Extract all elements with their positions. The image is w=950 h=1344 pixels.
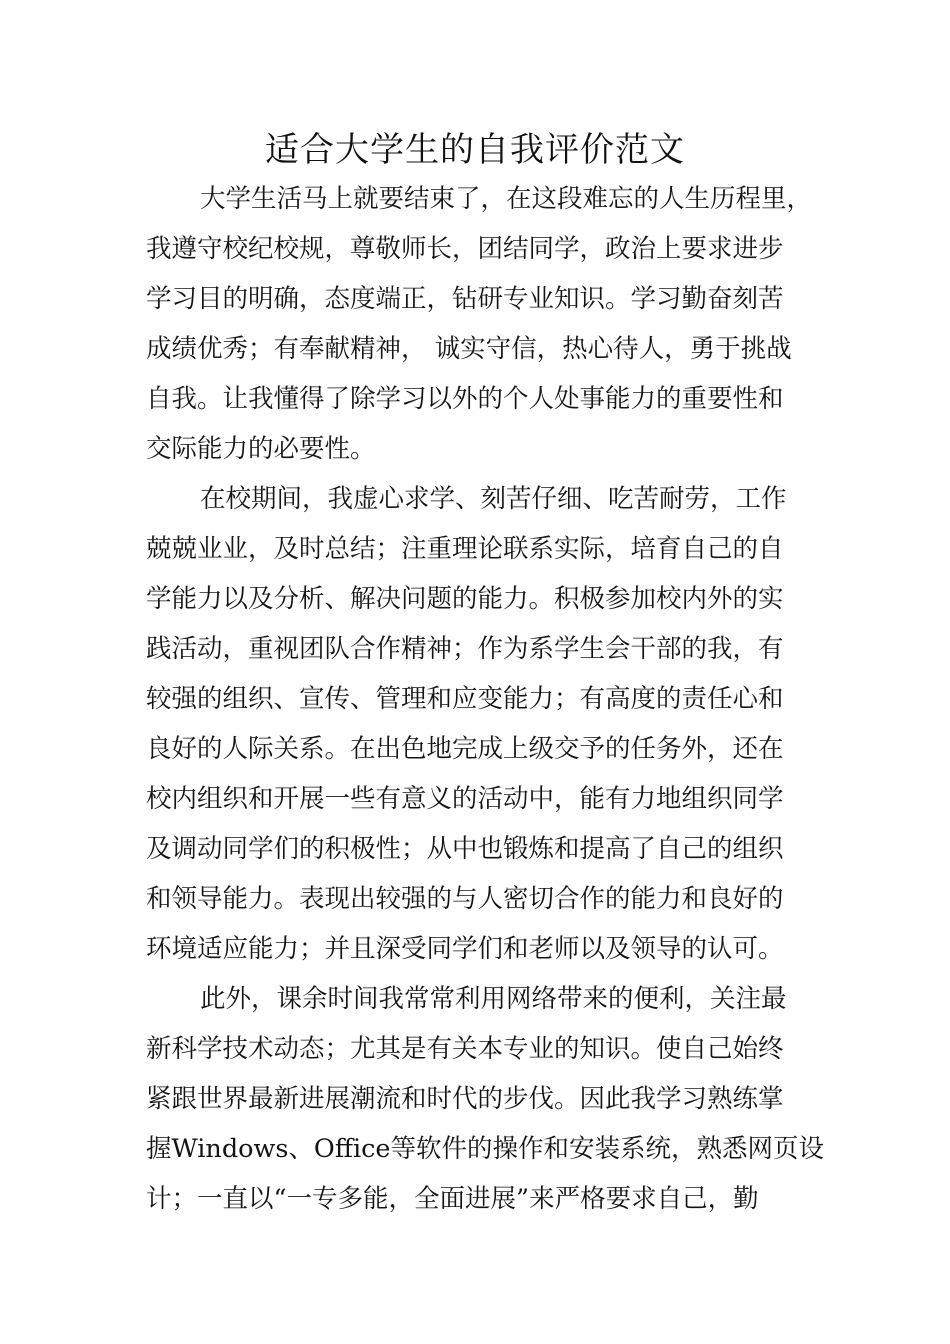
text-line: 此外，课余时间我常常利用网络带来的便利，关注最 (200, 984, 787, 1014)
text-line: 在校期间，我虚心求学、刻苦仔细、吃苦耐劳，工作 (200, 484, 787, 514)
text-line: 和领导能力。表现出较强的与人密切合作的能力和良好的 (146, 884, 784, 914)
text-line: 校内组织和开展一些有意义的活动中，能有力地组织同学 (146, 784, 784, 814)
text-line: 交际能力的必要性。 (146, 434, 376, 464)
text-line: 成绩优秀；有奉献精神， 诚实守信，热心待人，勇于挑战 (146, 334, 792, 364)
document-title: 适合大学生的自我评价范文 (265, 130, 685, 170)
text-line: 新科学技术动态；尤其是有关本专业的知识。使自己始终 (146, 1034, 784, 1064)
text-line: 学能力以及分析、解决问题的能力。积极参加校内外的实 (146, 584, 784, 614)
text-line: 计；一直以“一专多能，全面进展”来严格要求自己，勤 (146, 1184, 759, 1214)
text-line: 环境适应能力；并且深受同学们和老师以及领导的认可。 (146, 934, 784, 964)
paragraph (146, 474, 826, 974)
text-line: 践活动，重视团队合作精神；作为系学生会干部的我，有 (146, 634, 784, 664)
paragraph (146, 174, 826, 474)
text-line: 较强的组织、宣传、管理和应变能力；有高度的责任心和 (146, 684, 784, 714)
text-line: 自我。让我懂得了除学习以外的个人处事能力的重要性和 (146, 384, 784, 414)
text-line: 学习目的明确，态度端正，钻研专业知识。学习勤奋刻苦 (146, 284, 784, 314)
text-line: 良好的人际关系。在出色地完成上级交予的任务外，还在 (146, 734, 784, 764)
text-line: 紧跟世界最新进展潮流和时代的步伐。因此我学习熟练掌 (146, 1084, 784, 1114)
text-line: 及调动同学们的积极性；从中也锻炼和提高了自己的组织 (146, 834, 784, 864)
document-body (146, 174, 826, 1224)
text-line: 大学生活马上就要结束了，在这段难忘的人生历程里， (200, 184, 813, 214)
text-line: 握Windows、Office等软件的操作和安装系统，熟悉网页设 (146, 1134, 824, 1164)
paragraph (146, 974, 826, 1224)
text-line: 我遵守校纪校规，尊敬师长，团结同学，政治上要求进步 (146, 234, 784, 264)
text-line: 兢兢业业，及时总结；注重理论联系实际，培育自己的自 (146, 534, 784, 564)
